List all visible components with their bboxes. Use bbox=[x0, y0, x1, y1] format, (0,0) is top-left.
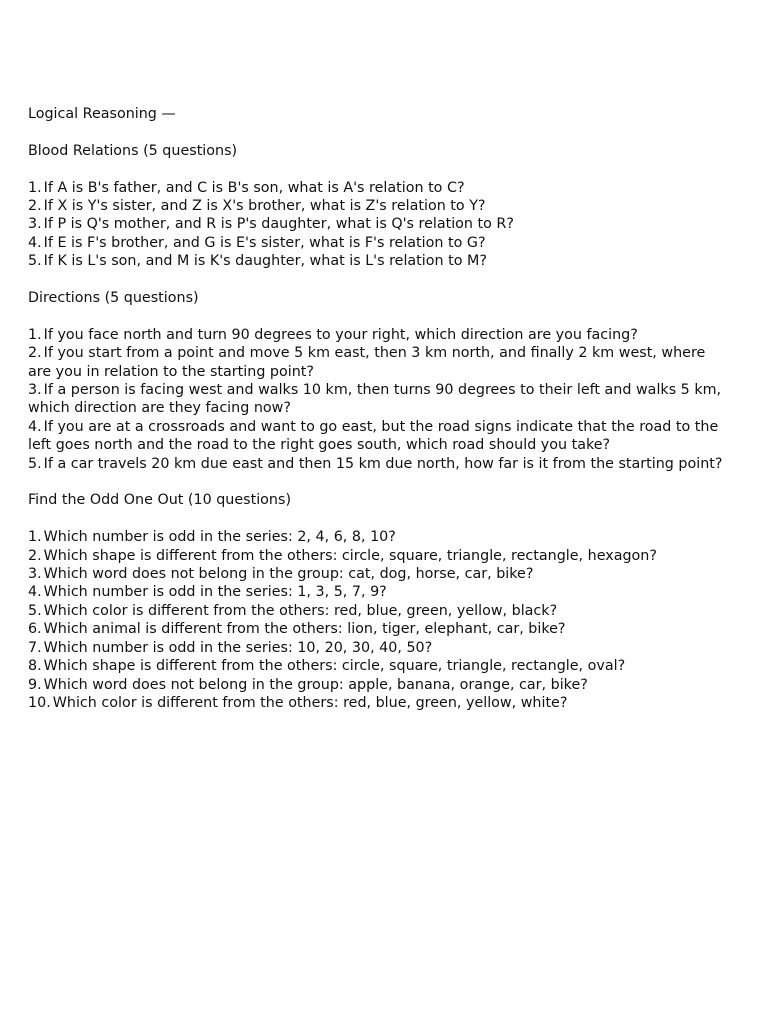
question-item bbox=[28, 657, 728, 675]
question-item bbox=[28, 547, 728, 565]
question-text: If a car travels 20 km due east and then 15 km due north, how far is it from the starting point? bbox=[43, 455, 723, 472]
question-item bbox=[28, 602, 728, 620]
spacer bbox=[28, 271, 740, 289]
question-text: If you face north and turn 90 degrees to your right, which direction are you facing? bbox=[43, 326, 638, 343]
question-number: 3. bbox=[28, 566, 42, 583]
question-text: If E is F's brother, and G is E's sister, what is F's relation to G? bbox=[43, 234, 486, 251]
question-text: Which number is odd in the series: 2, 4, 6, 8, 10? bbox=[43, 529, 396, 546]
document-title: Logical Reasoning — bbox=[28, 106, 176, 122]
question-number: 8. bbox=[28, 658, 42, 675]
question-text: If you are at a crossroads and want to go east, but the road signs indicate that the road to the left goes north and the road to the right goes south, which road should you take? bbox=[28, 418, 719, 454]
question-item bbox=[28, 455, 728, 473]
spacer bbox=[28, 473, 740, 491]
question-item bbox=[28, 639, 728, 657]
question-number: 2. bbox=[28, 345, 42, 362]
question-text: If A is B's father, and C is B's son, what is A's relation to C? bbox=[43, 179, 465, 196]
question-item bbox=[28, 694, 728, 712]
question-text: If you start from a point and move 5 km east, then 3 km north, and finally 2 km west, where are you in relation to the starting point? bbox=[28, 345, 706, 380]
section-heading: Directions (5 questions) bbox=[28, 290, 199, 307]
question-number: 1. bbox=[28, 326, 42, 343]
question-number: 5. bbox=[28, 253, 42, 270]
question-text: Which number is odd in the series: 10, 20, 30, 40, 50? bbox=[43, 639, 433, 656]
question-text: If a person is facing west and walks 10 km, then turns 90 degrees to their left and walks 5 km, which direction are they facing now? bbox=[28, 382, 722, 417]
question-number: 1. bbox=[28, 179, 42, 196]
question-item bbox=[28, 565, 728, 583]
question-number: 5. bbox=[28, 602, 42, 619]
question-item bbox=[28, 583, 728, 601]
question-item bbox=[28, 326, 728, 344]
spacer bbox=[28, 123, 740, 141]
question-item bbox=[28, 179, 740, 197]
question-item bbox=[28, 418, 728, 455]
question-text: If K is L's son, and M is K's daughter, what is L's relation to M? bbox=[43, 253, 487, 270]
question-item bbox=[28, 234, 740, 252]
question-number: 1. bbox=[28, 529, 42, 546]
question-number: 4. bbox=[28, 418, 42, 435]
question-text: Which shape is different from the others: circle, square, triangle, rectangle, oval? bbox=[43, 658, 626, 675]
spacer bbox=[28, 510, 740, 528]
section-directions bbox=[28, 289, 740, 473]
question-text: If X is Y's sister, and Z is X's brother, what is Z's relation to Y? bbox=[43, 198, 486, 214]
question-number: 6. bbox=[28, 621, 42, 638]
question-number: 3. bbox=[28, 216, 42, 233]
question-text: Which word does not belong in the group: cat, dog, horse, car, bike? bbox=[43, 566, 534, 583]
question-number: 3. bbox=[28, 382, 42, 399]
question-text: Which number is odd in the series: 1, 3, 5, 7, 9? bbox=[43, 584, 387, 601]
section-blood-relations bbox=[28, 142, 740, 271]
question-item bbox=[28, 620, 728, 638]
question-item bbox=[28, 197, 740, 215]
question-number: 10. bbox=[28, 694, 51, 711]
question-number: 5. bbox=[28, 455, 42, 472]
question-item bbox=[28, 528, 728, 546]
document-page bbox=[28, 105, 740, 712]
question-number: 7. bbox=[28, 639, 42, 656]
question-item bbox=[28, 381, 728, 418]
section-heading: Blood Relations (5 questions) bbox=[28, 142, 238, 159]
section-heading: Find the Odd One Out (10 questions) bbox=[28, 492, 292, 509]
section-odd-one-out bbox=[28, 491, 740, 712]
question-item bbox=[28, 215, 740, 233]
question-text: Which color is different from the others: red, blue, green, yellow, white? bbox=[52, 694, 568, 711]
question-text: Which word does not belong in the group: apple, banana, orange, car, bike? bbox=[43, 676, 588, 693]
question-text: Which shape is different from the others: circle, square, triangle, rectangle, hexagon? bbox=[43, 547, 657, 564]
question-item bbox=[28, 676, 728, 694]
question-text: Which color is different from the others: red, blue, green, yellow, black? bbox=[43, 602, 558, 619]
question-number: 2. bbox=[28, 198, 42, 214]
question-text: Which animal is different from the others: lion, tiger, elephant, car, bike? bbox=[43, 621, 566, 638]
question-item bbox=[28, 344, 728, 381]
question-number: 4. bbox=[28, 234, 42, 251]
question-item bbox=[28, 252, 740, 270]
question-number: 9. bbox=[28, 676, 42, 693]
question-number: 4. bbox=[28, 584, 42, 601]
spacer bbox=[28, 307, 740, 325]
question-text: If P is Q's mother, and R is P's daughter, what is Q's relation to R? bbox=[43, 216, 514, 233]
question-number: 2. bbox=[28, 547, 42, 564]
spacer bbox=[28, 160, 740, 178]
